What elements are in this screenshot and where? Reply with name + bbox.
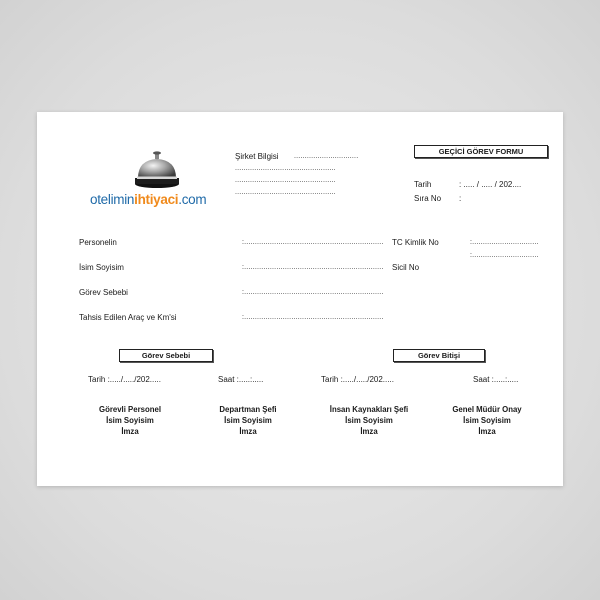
vehicle-label: Tahsis Edilen Araç ve Km'si [79, 313, 177, 322]
duty-reason-label: Görev Sebebi [79, 288, 128, 297]
company-info-line-4: ............................................... [235, 189, 336, 196]
signature-name: İsim Soyisim [224, 416, 272, 425]
form-title: GEÇİCİ GÖREV FORMU [414, 145, 548, 158]
signature-name: İsim Soyisim [106, 416, 154, 425]
company-info-label: Şirket Bilgisi [235, 152, 279, 161]
hotel-bell-icon [132, 148, 182, 190]
duty-start-title: Görev Sebebi [119, 349, 213, 362]
signature-block-department-chief [200, 404, 296, 437]
name-surname-field: :................................................................. [242, 264, 384, 271]
company-info-line-3: ............................................... [235, 177, 336, 184]
name-surname-label: İsim Soyisim [79, 263, 124, 272]
signature-role: Görevli Personel [99, 405, 161, 414]
sequence-value: : [459, 194, 462, 203]
signature-block-personnel [82, 404, 178, 437]
signature-block-hr-chief [313, 404, 425, 437]
start-time: Saat :.....:..... [218, 375, 264, 384]
date-label: Tarih [414, 180, 432, 189]
form-sheet [37, 112, 563, 486]
logo-part-3: .com [178, 192, 207, 207]
signature-block-general-manager [439, 404, 535, 437]
signature-sign: İmza [360, 427, 378, 436]
signature-role: Departman Şefi [219, 405, 277, 414]
signature-sign: İmza [239, 427, 257, 436]
sequence-label: Sıra No [414, 194, 442, 203]
signature-sign: İmza [121, 427, 139, 436]
signature-role: İnsan Kaynakları Şefi [329, 405, 409, 414]
signature-name: İsim Soyisim [463, 416, 511, 425]
tc-id-field-2: :............................... [470, 252, 539, 259]
signature-role: Genel Müdür Onay [452, 405, 522, 414]
logo-part-1: otelimin [90, 192, 135, 207]
personnel-field: :................................................................. [242, 239, 384, 246]
company-info-line-2: ............................................... [235, 165, 336, 172]
registry-no-label: Sicil No [392, 263, 420, 272]
logo-part-2: ihtiyaci [134, 192, 179, 207]
tc-id-label: TC Kimlik No [392, 238, 439, 247]
end-date: Tarih :...../...../202..... [321, 375, 394, 384]
end-time: Saat :.....:..... [473, 375, 519, 384]
signature-sign: İmza [478, 427, 496, 436]
tc-id-field: :............................... [470, 239, 539, 246]
duty-end-title: Görev Bitişi [393, 349, 485, 362]
company-info-line-1: .............................. [294, 153, 359, 160]
brand-logo [90, 192, 206, 207]
start-date: Tarih :...../...../202..... [88, 375, 161, 384]
duty-reason-field: :................................................................. [242, 289, 384, 296]
date-value: : ..... / ..... / 202.... [459, 180, 522, 189]
personnel-label: Personelin [79, 238, 117, 247]
vehicle-field: :................................................................. [242, 314, 384, 321]
signature-name: İsim Soyisim [345, 416, 393, 425]
